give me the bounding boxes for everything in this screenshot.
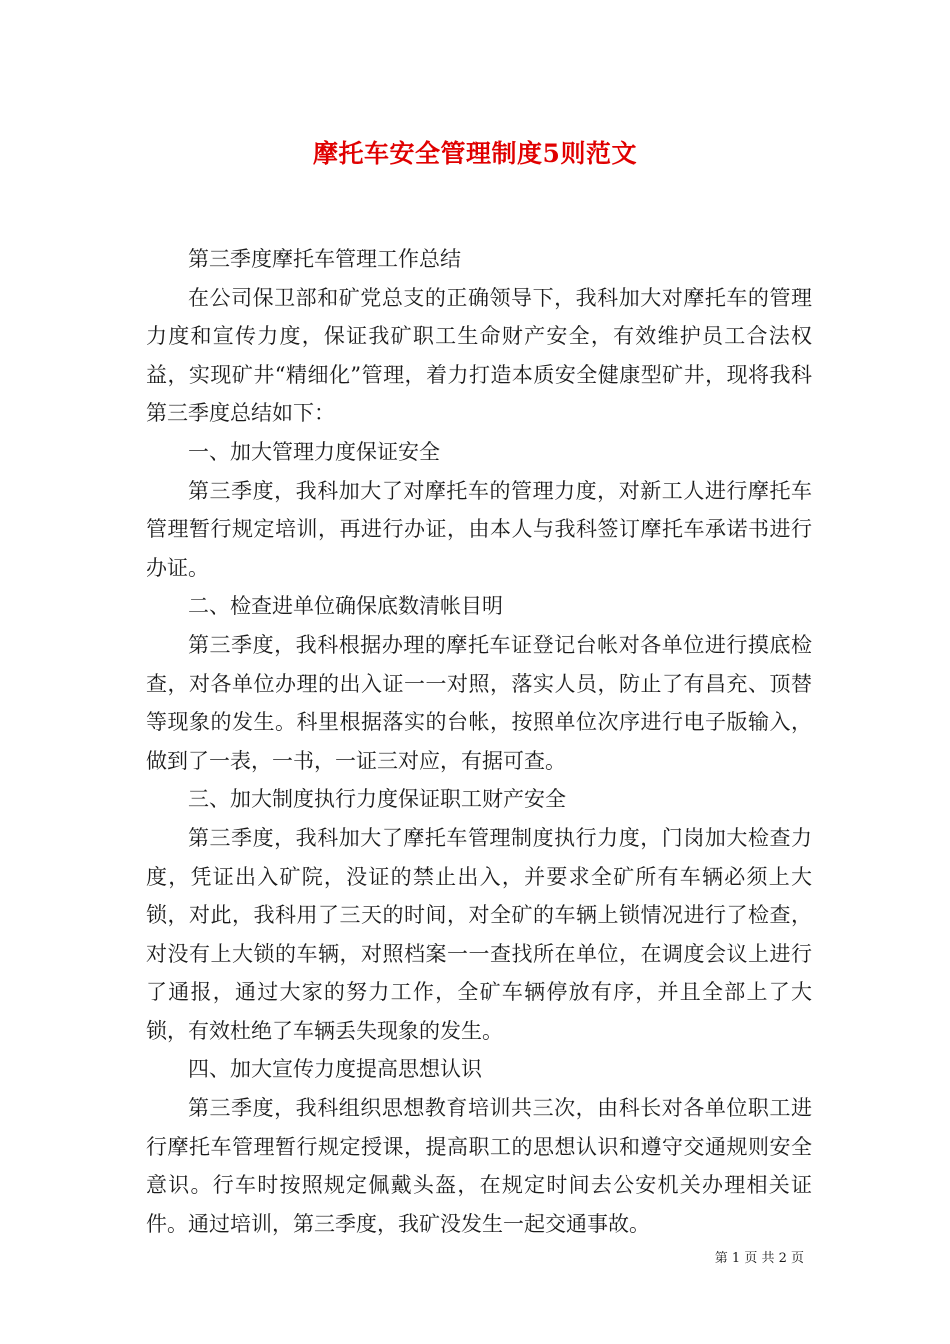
section-heading-1: 一、加大管理力度保证安全 (188, 439, 440, 464)
intro-paragraph: 在公司保卫部和矿党总支的正确领导下，我科加大对摩托车的管理力度和宣传力度，保证我矿职工生命财产安全，有效维护员工合法权益，实现矿井“精细化”管理，着力打造本质安全健康型矿井，现将我科第三季度总结如下： (146, 285, 812, 426)
section-paragraph-4: 第三季度，我科组织思想教育培训共三次，由科长对各单位职工进行摩托车管理暂行规定授课，提高职工的思想认识和遵守交通规则安全意识。行车时按照规定佩戴头盔，在规定时间去公安机关办理相关证件。通过培训，第三季度，我矿没发生一起交通事故。 (146, 1096, 812, 1236)
section-paragraph-3: 第三季度，我科加大了摩托车管理制度执行力度，门岗加大检查力度，凭证出入矿院，没证的禁止出入，并要求全矿所有车辆必须上大锁，对此，我科用了三天的时间，对全矿的车辆上锁情况进行了检查，对没有上大锁的车辆，对照档案一一查找所在单位，在调度会议上进行了通报，通过大家的努力工作，全矿车辆停放有序，并且全部上了大锁，有效杜绝了车辆丢失现象的发生。 (146, 825, 812, 1043)
section-paragraph-2: 第三季度，我科根据办理的摩托车证登记台帐对各单位进行摸底检查，对各单位办理的出入证一一对照，落实人员，防止了有昌充、顶替等现象的发生。科里根据落实的台帐，按照单位次序进行电子版输入，做到了一表，一书，一证三对应，有据可查。 (146, 632, 812, 773)
section-heading-3: 三、加大制度执行力度保证职工财产安全 (188, 787, 566, 812)
document-body (146, 240, 812, 1243)
section-subtitle: 第三季度摩托车管理工作总结 (188, 247, 461, 271)
section-paragraph-1: 第三季度，我科加大了对摩托车的管理力度，对新工人进行摩托车管理暂行规定培训，再进行办证，由本人与我科签订摩托车承诺书进行办证。 (146, 478, 812, 580)
section-heading-2: 二、检查进单位确保底数清帐目明 (188, 594, 503, 619)
document-title: 摩托车安全管理制度5则范文 (313, 139, 637, 168)
page-number: 第 1 页 共 2 页 (714, 1251, 804, 1266)
section-heading-4: 四、加大宣传力度提高思想认识 (188, 1057, 482, 1082)
